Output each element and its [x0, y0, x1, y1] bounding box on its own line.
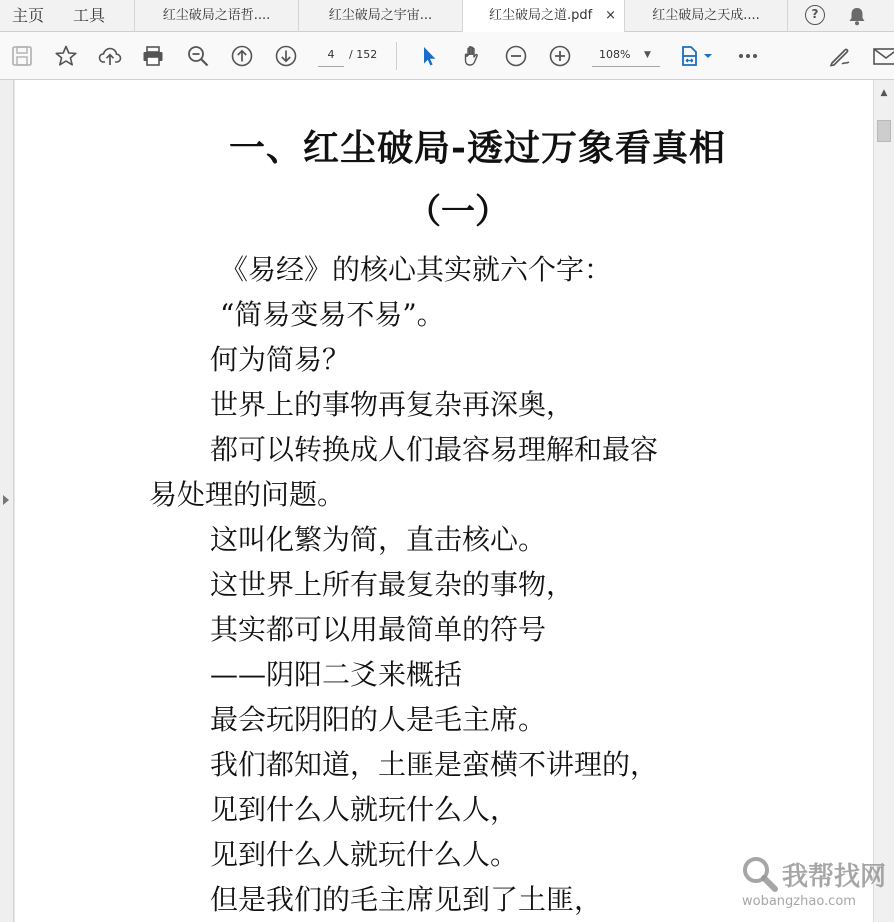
- toolbar: [0, 32, 894, 80]
- text-line: 都可以转换成人们最容易理解和最容: [210, 433, 659, 466]
- document-page: [15, 80, 873, 922]
- zoom-value: 108%: [599, 48, 631, 61]
- watermark-url: wobangzhao.com: [742, 894, 856, 909]
- watermark-text: 我帮找网: [782, 862, 887, 892]
- tab-label: 红尘破局之天成....: [652, 8, 760, 23]
- text-line: “简易变易不易”。: [220, 298, 445, 331]
- more-icon[interactable]: [736, 44, 760, 68]
- page-total: / 152: [349, 48, 378, 61]
- next-page-icon[interactable]: [274, 44, 298, 68]
- expand-pane-icon[interactable]: [3, 495, 9, 505]
- text-line: 《易经》的核心其实就六个字：: [220, 253, 613, 286]
- watermark: [738, 854, 888, 918]
- tab-document-2[interactable]: [298, 0, 462, 32]
- select-cursor-icon[interactable]: [417, 44, 441, 68]
- toolbar-divider: [396, 42, 397, 70]
- text-line: 其实都可以用最简单的符号: [210, 613, 547, 646]
- previous-page-icon[interactable]: [230, 44, 254, 68]
- upload-icon[interactable]: [98, 44, 122, 68]
- text-line: 易处理的问题。: [149, 478, 346, 511]
- navigation-pane-toggle[interactable]: [0, 80, 14, 922]
- zoom-out-icon[interactable]: [504, 44, 528, 68]
- sign-icon[interactable]: [828, 44, 852, 68]
- text-line: 何为简易？: [210, 343, 351, 376]
- tab-label: 红尘破局之语哲....: [162, 8, 271, 23]
- text-line: ——阴阳二爻来概括: [210, 658, 463, 691]
- tab-label: 红尘破局之道.pdf: [489, 8, 593, 23]
- bell-icon[interactable]: [846, 5, 868, 27]
- text-line: 我们都知道，土匪是蛮横不讲理的，: [210, 748, 659, 781]
- zoom-level-select[interactable]: [592, 44, 660, 67]
- text-line: 这世界上所有最复杂的事物，: [210, 568, 575, 601]
- vertical-scrollbar[interactable]: [873, 80, 894, 922]
- zoom-in-icon[interactable]: [548, 44, 572, 68]
- hand-tool-icon[interactable]: [460, 44, 484, 68]
- tab-document-1[interactable]: [134, 0, 298, 32]
- zoom-out-search-icon[interactable]: [186, 44, 210, 68]
- tab-label: 红尘破局之宇宙...: [328, 8, 433, 23]
- text-line: 最会玩阴阳的人是毛主席。: [210, 703, 547, 736]
- star-icon[interactable]: [54, 44, 78, 68]
- email-icon[interactable]: [872, 44, 894, 68]
- scrollbar-thumb[interactable]: [877, 120, 891, 142]
- document-subtitle: （一）: [407, 192, 509, 232]
- tab-document-3-active[interactable]: [462, 0, 624, 32]
- chevron-down-icon: ▼: [644, 50, 651, 60]
- tab-bar: [0, 0, 894, 32]
- scroll-up-icon[interactable]: ▲: [880, 88, 888, 98]
- fit-page-icon[interactable]: [680, 44, 716, 68]
- tab-document-4[interactable]: [624, 0, 788, 32]
- text-line: 这叫化繁为简，直击核心。: [210, 523, 547, 556]
- document-title: 一、红尘破局-透过万象看真相: [229, 127, 726, 169]
- text-line: 但是我们的毛主席见到了土匪，: [210, 883, 603, 916]
- magnifier-logo-icon: [740, 854, 780, 894]
- close-icon[interactable]: ×: [605, 8, 616, 23]
- page-number-input[interactable]: 4: [318, 44, 344, 67]
- text-line: 见到什么人就玩什么人。: [210, 838, 519, 871]
- help-icon[interactable]: ?: [805, 5, 825, 25]
- print-icon[interactable]: [141, 44, 165, 68]
- save-icon[interactable]: [10, 44, 34, 68]
- tools-menu[interactable]: 工具: [73, 6, 106, 25]
- text-line: 世界上的事物再复杂再深奥，: [210, 388, 575, 421]
- text-line: 见到什么人就玩什么人，: [210, 793, 519, 826]
- home-menu[interactable]: 主页: [12, 6, 45, 25]
